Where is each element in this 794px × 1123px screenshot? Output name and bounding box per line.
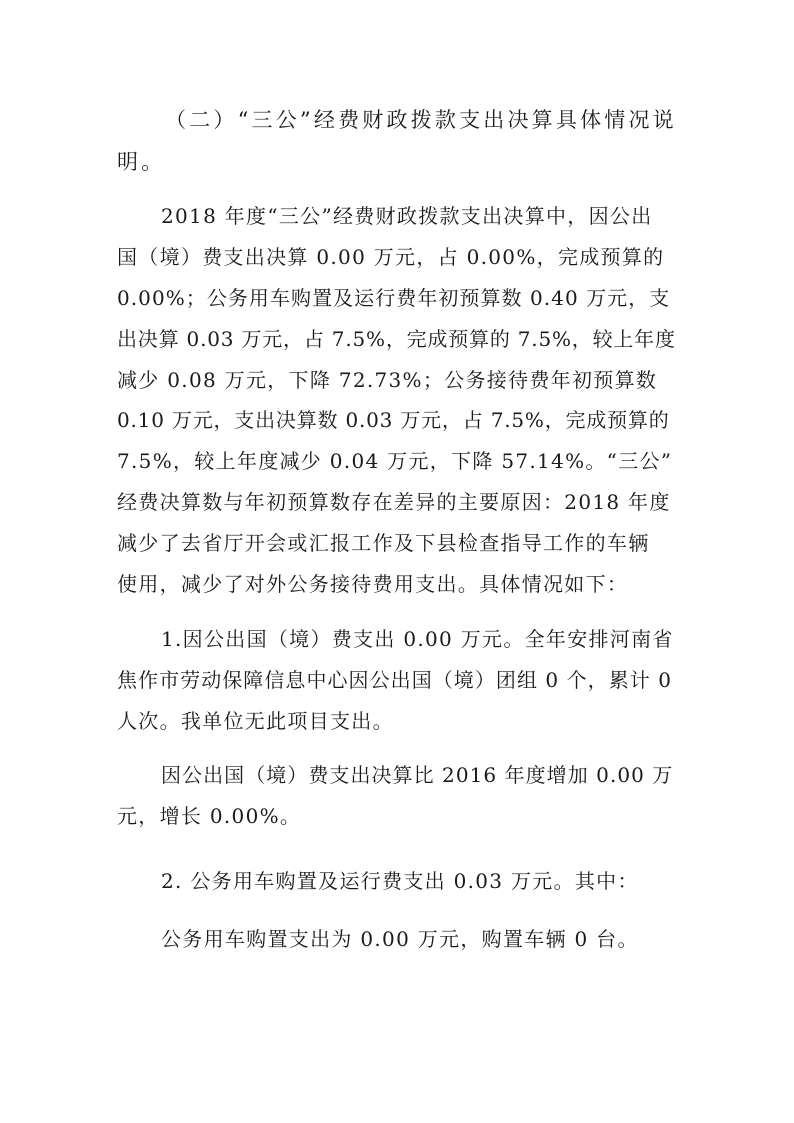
text-line: 0.10 万元，支出决算数 0.03 万元，占 7.5%，完成预算的 xyxy=(117,408,670,432)
text-line: 使用，减少了对外公务接待费用支出。具体情况如下： xyxy=(117,572,629,596)
text-line: 经费决算数与年初预算数存在差异的主要原因：2018 年度 xyxy=(117,490,671,514)
text-line: 人次。我单位无此项目支出。 xyxy=(117,709,394,733)
text-line: 2018 年度“三公”经费财政拨款支出决算中，因公出 xyxy=(161,204,653,228)
text-line: 7.5%，较上年度减少 0.04 万元，下降 57.14%。“三公” xyxy=(117,449,673,473)
text-line: 明。 xyxy=(117,150,166,174)
text-line: 出决算 0.03 万元，占 7.5%，完成预算的 7.5%，较上年度 xyxy=(117,327,676,351)
text-line: 减少了去省厅开会或汇报工作及下县检查指导工作的车辆 xyxy=(117,531,650,555)
text-line: 2. 公务用车购置及运行费支出 0.03 万元。其中： xyxy=(161,869,639,893)
text-line: 因公出国（境）费支出决算比 2016 年度增加 0.00 万 xyxy=(161,763,674,787)
text-line: 公务用车购置支出为 0.00 万元，购置车辆 0 台。 xyxy=(161,927,639,951)
text-line: 减少 0.08 万元，下降 72.73%；公务接待费年初预算数 xyxy=(117,368,658,392)
text-line: （二）“三公”经费财政拨款支出决算具体情况说 xyxy=(165,108,677,132)
text-line: 国（境）费支出决算 0.00 万元，占 0.00%，完成预算的 xyxy=(117,245,665,269)
text-line: 元，增长 0.00%。 xyxy=(117,804,302,828)
text-line: 1.因公出国（境）费支出 0.00 万元。全年安排河南省 xyxy=(161,627,674,651)
text-line: 0.00%；公务用车购置及运行费年初预算数 0.40 万元，支 xyxy=(117,286,671,310)
text-line: 焦作市劳动保障信息中心因公出国（境）团组 0 个，累计 0 xyxy=(117,668,672,692)
